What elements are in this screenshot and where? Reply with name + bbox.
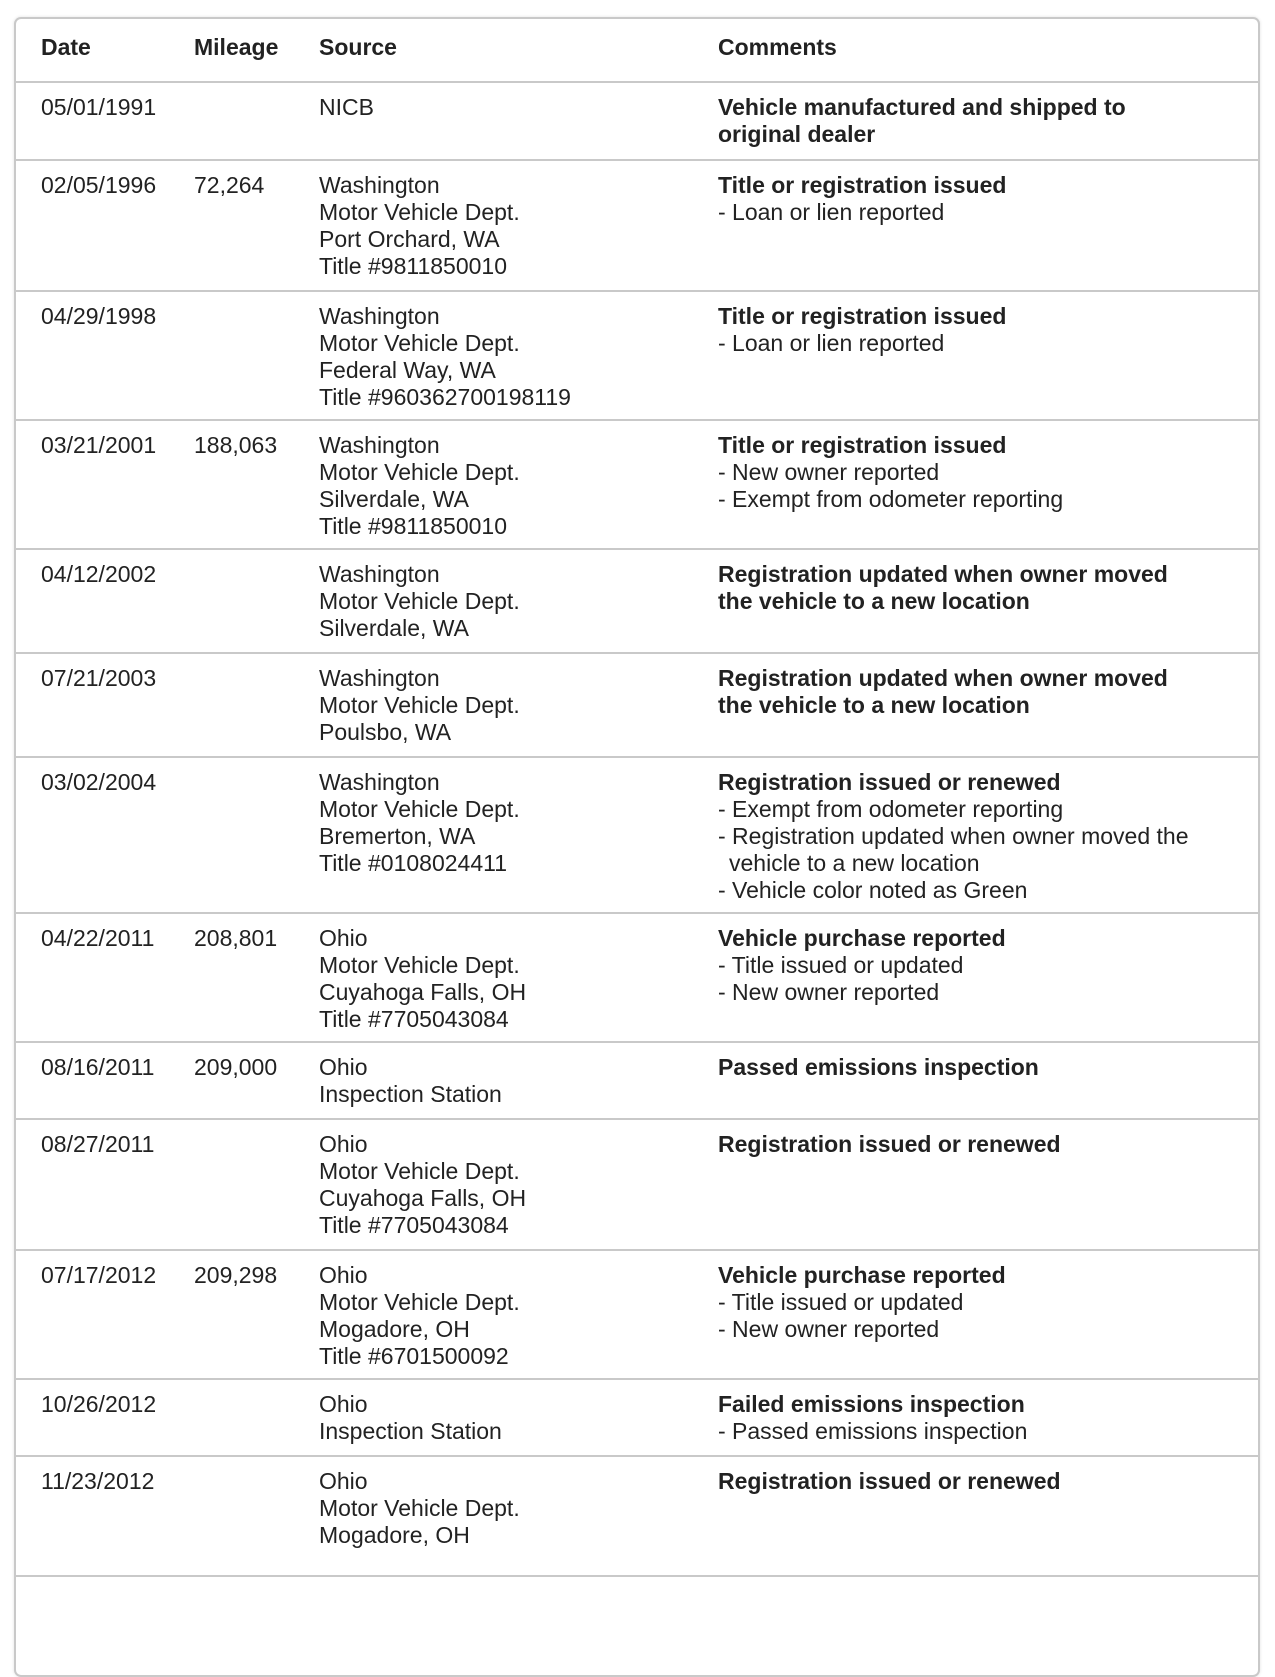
source-line: Washington [319, 561, 440, 587]
row-comments [718, 303, 1258, 357]
source-line: Silverdale, WA [319, 615, 469, 641]
source-line: NICB [319, 94, 374, 120]
source-line: Motor Vehicle Dept. [319, 199, 520, 225]
row-source [319, 1131, 718, 1239]
comment-title: Registration issued or renewed [718, 1131, 1061, 1157]
source-line: Motor Vehicle Dept. [319, 1495, 520, 1521]
table-body [16, 83, 1258, 1577]
row-comments [718, 1131, 1258, 1158]
comment-title: Registration updated when owner moved the vehicle to a new location [718, 665, 1168, 718]
row-comments [718, 432, 1258, 513]
source-line: Title #960362700198119 [319, 384, 571, 410]
comment-title: Title or registration issued [718, 303, 1007, 329]
row-comments [718, 769, 1258, 904]
source-line: Ohio [319, 925, 368, 951]
source-line: Motor Vehicle Dept. [319, 459, 520, 485]
row-date: 03/21/2001 [41, 432, 157, 458]
source-line: Title #9811850010 [319, 513, 507, 539]
source-line: Port Orchard, WA [319, 226, 500, 252]
comment-detail: - New owner reported [718, 459, 940, 485]
comment-title: Title or registration issued [718, 432, 1007, 458]
source-line: Motor Vehicle Dept. [319, 952, 520, 978]
comment-title: Passed emissions inspection [718, 1054, 1039, 1080]
row-date: 11/23/2012 [41, 1468, 155, 1494]
comment-detail: - New owner reported [718, 1316, 940, 1342]
row-comments [718, 925, 1258, 1006]
comment-detail: - Passed emissions inspection [718, 1418, 1028, 1444]
source-line: Washington [319, 769, 440, 795]
row-mileage: 209,298 [194, 1262, 278, 1288]
comment-detail: - Registration updated when owner moved the vehicle to a new location [718, 823, 1189, 876]
table-row [16, 1251, 1258, 1380]
source-line: Title #7705043084 [319, 1212, 509, 1238]
table-row [16, 161, 1258, 292]
source-line: Motor Vehicle Dept. [319, 1289, 520, 1315]
row-mileage: 209,000 [194, 1054, 278, 1080]
row-comments [718, 1391, 1258, 1445]
comment-detail: - Title issued or updated [718, 1289, 964, 1315]
table-row [16, 292, 1258, 421]
row-comments [718, 172, 1258, 226]
row-mileage: 72,264 [194, 172, 265, 198]
source-line: Ohio [319, 1468, 368, 1494]
source-line: Inspection Station [319, 1418, 502, 1444]
comment-title: Title or registration issued [718, 172, 1007, 198]
row-mileage: 188,063 [194, 432, 278, 458]
row-date: 03/02/2004 [41, 769, 157, 795]
source-line: Title #7705043084 [319, 1006, 509, 1032]
comment-detail: - Exempt from odometer reporting [718, 486, 1064, 512]
row-source [319, 303, 718, 411]
comment-title: Registration issued or renewed [718, 1468, 1061, 1494]
row-source [319, 925, 718, 1033]
source-line: Title #0108024411 [319, 850, 507, 876]
table-row [16, 550, 1258, 654]
row-date: 04/29/1998 [41, 303, 157, 329]
row-date: 07/21/2003 [41, 665, 157, 691]
row-source [319, 432, 718, 540]
source-line: Cuyahoga Falls, OH [319, 1185, 527, 1211]
source-line: Ohio [319, 1054, 368, 1080]
comment-title: Registration updated when owner moved the vehicle to a new location [718, 561, 1168, 614]
source-line: Mogadore, OH [319, 1522, 470, 1548]
source-line: Bremerton, WA [319, 823, 476, 849]
table-row [16, 914, 1258, 1043]
source-line: Ohio [319, 1391, 368, 1417]
table-row [16, 654, 1258, 758]
row-date: 04/12/2002 [41, 561, 157, 587]
table-row [16, 1120, 1258, 1251]
column-header-date: Date [41, 34, 91, 60]
row-source [319, 172, 718, 280]
source-line: Mogadore, OH [319, 1316, 470, 1342]
row-comments [718, 1468, 1258, 1495]
row-comments [718, 94, 1258, 148]
comment-title: Vehicle purchase reported [718, 925, 1006, 951]
vehicle-history-table [14, 17, 1260, 1677]
table-row [16, 1457, 1258, 1577]
row-source [319, 1054, 718, 1108]
comment-title: Vehicle manufactured and shipped to original dealer [718, 94, 1126, 147]
source-line: Motor Vehicle Dept. [319, 588, 520, 614]
source-line: Federal Way, WA [319, 357, 496, 383]
row-date: 08/27/2011 [41, 1131, 155, 1157]
row-source [319, 561, 718, 642]
column-header-comments: Comments [718, 34, 837, 60]
source-line: Motor Vehicle Dept. [319, 796, 520, 822]
comment-title: Registration issued or renewed [718, 769, 1061, 795]
table-row [16, 421, 1258, 550]
table-row [16, 758, 1258, 914]
source-line: Washington [319, 172, 440, 198]
row-comments [718, 1054, 1258, 1081]
row-source [319, 1262, 718, 1370]
comment-detail: - Exempt from odometer reporting [718, 796, 1064, 822]
row-date: 04/22/2011 [41, 925, 155, 951]
table-header [16, 19, 1258, 83]
row-source [319, 769, 718, 877]
comment-detail: - Title issued or updated [718, 952, 964, 978]
source-line: Motor Vehicle Dept. [319, 692, 520, 718]
source-line: Cuyahoga Falls, OH [319, 979, 527, 1005]
source-line: Title #9811850010 [319, 253, 507, 279]
source-line: Ohio [319, 1262, 368, 1288]
row-date: 07/17/2012 [41, 1262, 157, 1288]
source-line: Motor Vehicle Dept. [319, 330, 520, 356]
comment-detail: - Vehicle color noted as Green [718, 877, 1028, 903]
row-comments [718, 561, 1258, 615]
row-source [319, 1468, 718, 1549]
row-date: 08/16/2011 [41, 1054, 155, 1080]
source-line: Washington [319, 665, 440, 691]
table-row [16, 1043, 1258, 1120]
source-line: Washington [319, 432, 440, 458]
source-line: Silverdale, WA [319, 486, 469, 512]
source-line: Title #6701500092 [319, 1343, 509, 1369]
source-line: Inspection Station [319, 1081, 502, 1107]
column-header-mileage: Mileage [194, 34, 279, 60]
row-source [319, 665, 718, 746]
source-line: Washington [319, 303, 440, 329]
row-date: 02/05/1996 [41, 172, 157, 198]
row-mileage: 208,801 [194, 925, 278, 951]
row-date: 05/01/1991 [41, 94, 157, 120]
source-line: Ohio [319, 1131, 368, 1157]
row-date: 10/26/2012 [41, 1391, 157, 1417]
row-source [319, 94, 718, 121]
comment-title: Vehicle purchase reported [718, 1262, 1006, 1288]
row-source [319, 1391, 718, 1445]
source-line: Motor Vehicle Dept. [319, 1158, 520, 1184]
column-header-source: Source [319, 34, 397, 60]
table-row [16, 83, 1258, 161]
row-comments [718, 1262, 1258, 1343]
comment-detail: - Loan or lien reported [718, 330, 945, 356]
row-comments [718, 665, 1258, 719]
comment-detail: - New owner reported [718, 979, 940, 1005]
source-line: Poulsbo, WA [319, 719, 452, 745]
comment-title: Failed emissions inspection [718, 1391, 1025, 1417]
table-row [16, 1380, 1258, 1457]
comment-detail: - Loan or lien reported [718, 199, 945, 225]
